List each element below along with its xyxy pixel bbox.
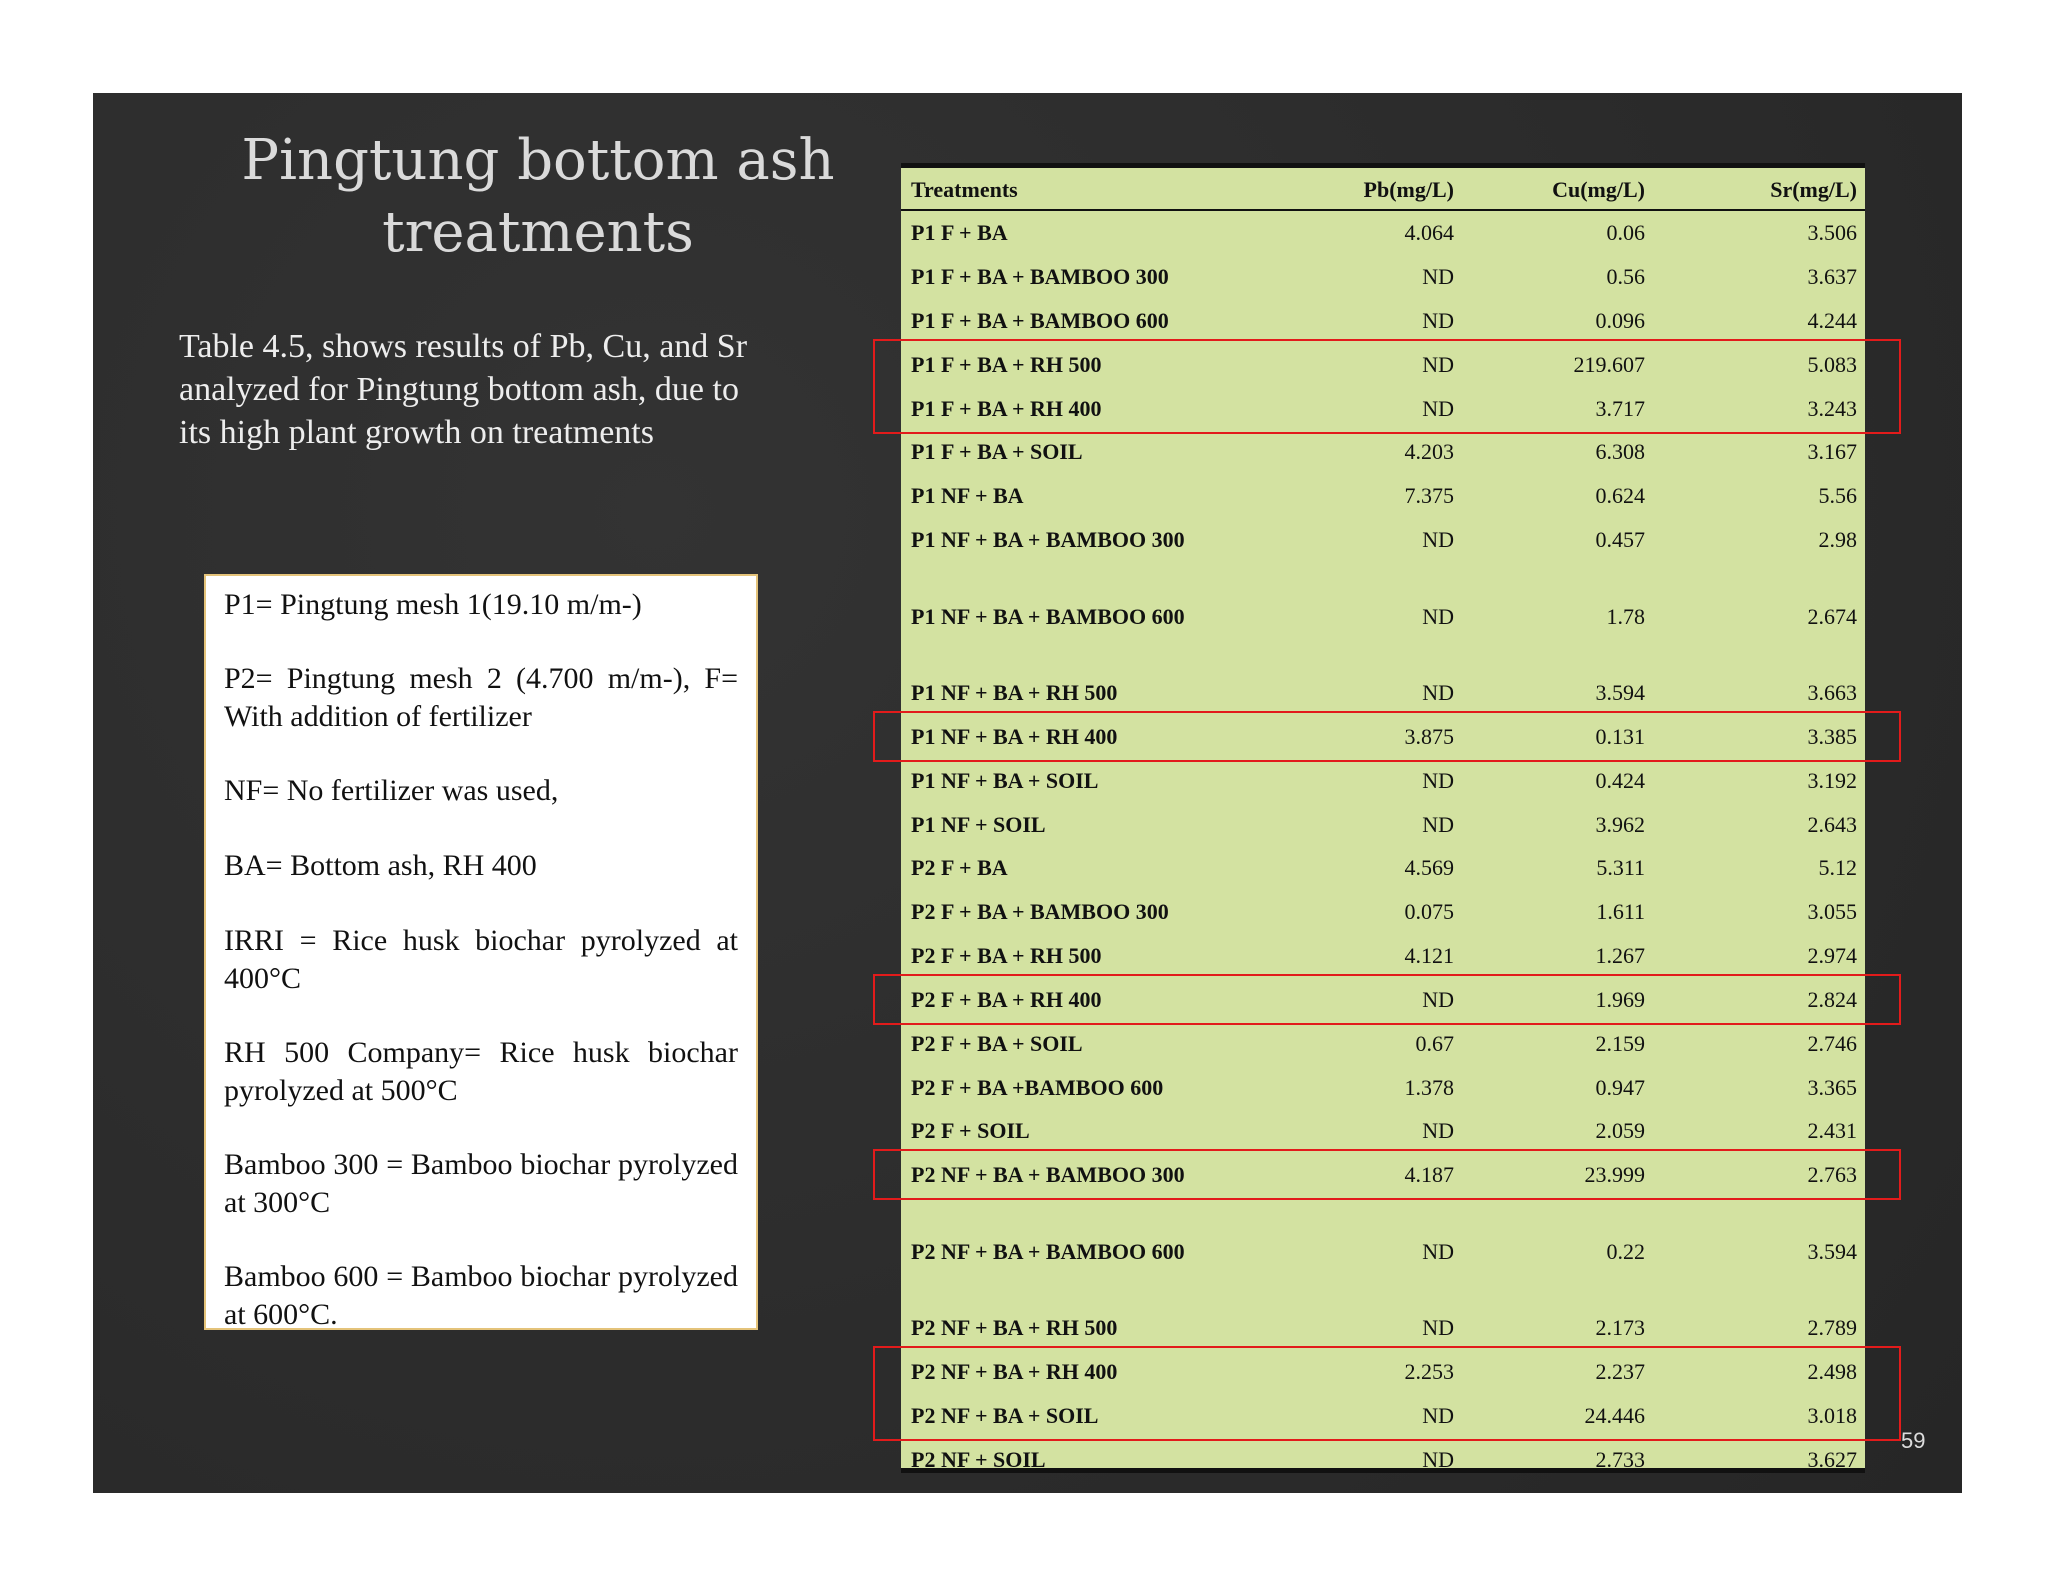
- table-row: [901, 430, 1865, 473]
- cell-cu: 1.267: [1595, 943, 1645, 968]
- cell-cu: 23.999: [1584, 1162, 1645, 1187]
- cell-pb: ND: [1422, 264, 1454, 289]
- cell-cu: 2.173: [1595, 1315, 1645, 1340]
- cell-treatment: P1 NF + BA + RH 400: [911, 724, 1118, 749]
- cell-treatment: P1 NF + BA + BAMBOO 600: [911, 604, 1185, 629]
- table-row: [901, 803, 1865, 846]
- cell-pb: ND: [1422, 352, 1454, 377]
- cell-sr: 5.56: [1818, 483, 1857, 508]
- cell-sr: 2.98: [1818, 527, 1857, 552]
- cell-treatment: P2 NF + BA + BAMBOO 600: [911, 1239, 1185, 1264]
- cell-cu: 0.096: [1595, 308, 1645, 333]
- cell-pb: ND: [1422, 768, 1454, 793]
- highlight-box: [873, 974, 1901, 1025]
- cell-pb: 7.375: [1404, 483, 1454, 508]
- table-row: [901, 671, 1865, 714]
- cell-treatment: P2 NF + BA + SOIL: [911, 1403, 1099, 1428]
- cell-cu: 24.446: [1584, 1403, 1645, 1428]
- cell-pb: ND: [1422, 604, 1454, 629]
- cell-sr: 2.674: [1807, 604, 1857, 629]
- cell-cu: 0.22: [1606, 1239, 1645, 1264]
- table-row: [901, 518, 1865, 561]
- cell-cu: 0.424: [1595, 768, 1645, 793]
- cell-cu: 2.059: [1595, 1118, 1645, 1143]
- cell-pb: ND: [1422, 396, 1454, 421]
- legend-item: Bamboo 600 = Bamboo biochar pyrolyzed at 600°C.: [224, 1260, 738, 1331]
- cell-pb: 4.121: [1404, 943, 1454, 968]
- table-row: [901, 1306, 1865, 1349]
- highlight-box: [873, 1346, 1901, 1441]
- cell-cu: 1.969: [1595, 987, 1645, 1012]
- table-row: [901, 1066, 1865, 1109]
- header-treatments: Treatments: [911, 177, 1018, 202]
- legend-item: IRRI = Rice husk biochar pyrolyzed at 400°C: [224, 924, 738, 995]
- cell-treatment: P1 NF + BA: [911, 483, 1024, 508]
- cell-treatment: P1 F + BA + BAMBOO 600: [911, 308, 1169, 333]
- cell-sr: 3.243: [1807, 396, 1857, 421]
- cell-sr: 2.824: [1807, 987, 1857, 1012]
- cell-treatment: P2 F + BA: [911, 855, 1008, 880]
- cell-cu: 2.237: [1595, 1359, 1645, 1384]
- cell-treatment: P1 NF + BA + RH 500: [911, 680, 1118, 705]
- header-pb: Pb(mg/L): [1363, 177, 1454, 202]
- cell-sr: 2.763: [1807, 1162, 1857, 1187]
- table-row: [901, 934, 1865, 977]
- cell-cu: 0.56: [1606, 264, 1645, 289]
- table-row: [901, 255, 1865, 298]
- cell-treatment: P2 F + BA + RH 500: [911, 943, 1102, 968]
- cell-pb: ND: [1422, 308, 1454, 333]
- cell-pb: ND: [1422, 1403, 1454, 1428]
- table-row: [901, 595, 1865, 638]
- abbreviation-legend: [204, 574, 758, 1330]
- cell-treatment: P2 F + SOIL: [911, 1118, 1030, 1143]
- table-row: [901, 211, 1865, 254]
- cell-pb: 0.075: [1404, 899, 1454, 924]
- cell-treatment: P2 F + BA + RH 400: [911, 987, 1102, 1012]
- cell-treatment: P1 F + BA + RH 400: [911, 396, 1102, 421]
- cell-pb: 1.378: [1404, 1075, 1454, 1100]
- table-row: [901, 759, 1865, 802]
- intro-text: Table 4.5, shows results of Pb, Cu, and Sr analyzed for Pingtung bottom ash, due to its high plant growth on treatments: [179, 328, 748, 451]
- table-row: [901, 1022, 1865, 1065]
- cell-cu: 0.947: [1595, 1075, 1645, 1100]
- cell-sr: 3.627: [1807, 1447, 1857, 1472]
- cell-cu: 3.717: [1595, 396, 1645, 421]
- cell-cu: 219.607: [1573, 352, 1645, 377]
- legend-item: Bamboo 300 = Bamboo biochar pyrolyzed at 300°C: [224, 1148, 738, 1219]
- cell-pb: 3.875: [1404, 724, 1454, 749]
- table-row: [901, 890, 1865, 933]
- legend-item: BA= Bottom ash, RH 400: [224, 849, 537, 882]
- cell-treatment: P2 NF + SOIL: [911, 1447, 1046, 1472]
- cell-sr: 3.167: [1807, 439, 1857, 464]
- page-number: 59: [1901, 1428, 1926, 1453]
- table-row: [901, 299, 1865, 342]
- cell-pb: ND: [1422, 1447, 1454, 1472]
- cell-sr: 3.594: [1807, 1239, 1857, 1264]
- cell-sr: 5.083: [1807, 352, 1857, 377]
- cell-sr: 3.018: [1807, 1403, 1857, 1428]
- cell-cu: 6.308: [1595, 439, 1645, 464]
- cell-treatment: P1 NF + BA + BAMBOO 300: [911, 527, 1185, 552]
- cell-sr: 3.365: [1807, 1075, 1857, 1100]
- cell-cu: 0.457: [1595, 527, 1645, 552]
- cell-sr: 3.385: [1807, 724, 1857, 749]
- cell-pb: ND: [1422, 812, 1454, 837]
- cell-pb: ND: [1422, 680, 1454, 705]
- cell-treatment: P2 F + BA + BAMBOO 300: [911, 899, 1169, 924]
- cell-sr: 5.12: [1818, 855, 1857, 880]
- table-row: [901, 1109, 1865, 1152]
- cell-pb: 2.253: [1404, 1359, 1454, 1384]
- cell-pb: 0.67: [1415, 1031, 1454, 1056]
- cell-treatment: P1 F + BA + BAMBOO 300: [911, 264, 1169, 289]
- highlight-box: [873, 1149, 1901, 1200]
- cell-cu: 5.311: [1596, 855, 1645, 880]
- cell-treatment: P1 F + BA + SOIL: [911, 439, 1083, 464]
- highlight-box: [873, 711, 1901, 762]
- cell-treatment: P2 NF + BA + BAMBOO 300: [911, 1162, 1185, 1187]
- legend-item: P2= Pingtung mesh 2 (4.700 m/m-), F= With addition of fertilizer: [224, 662, 738, 733]
- table-row: [901, 1438, 1865, 1481]
- cell-sr: 3.055: [1807, 899, 1857, 924]
- cell-sr: 3.663: [1807, 680, 1857, 705]
- cell-treatment: P1 F + BA + RH 500: [911, 352, 1102, 377]
- cell-pb: ND: [1422, 1118, 1454, 1143]
- cell-pb: 4.569: [1404, 855, 1454, 880]
- cell-sr: 2.431: [1807, 1118, 1857, 1143]
- table-header-row: [901, 168, 1865, 211]
- cell-sr: 3.192: [1807, 768, 1857, 793]
- cell-cu: 3.594: [1595, 680, 1645, 705]
- slide: [93, 93, 1962, 1493]
- cell-treatment: P2 NF + BA + RH 500: [911, 1315, 1118, 1340]
- cell-cu: 0.624: [1595, 483, 1645, 508]
- cell-pb: ND: [1422, 987, 1454, 1012]
- cell-sr: 2.746: [1807, 1031, 1857, 1056]
- cell-treatment: P2 F + BA + SOIL: [911, 1031, 1083, 1056]
- cell-sr: 2.789: [1807, 1315, 1857, 1340]
- cell-cu: 2.159: [1595, 1031, 1645, 1056]
- table-row: [901, 1230, 1865, 1273]
- cell-treatment: P2 NF + BA + RH 400: [911, 1359, 1118, 1384]
- legend-item: NF= No fertilizer was used,: [224, 774, 559, 807]
- cell-pb: 4.203: [1404, 439, 1454, 464]
- cell-sr: 4.244: [1807, 308, 1857, 333]
- table-row: [901, 846, 1865, 889]
- cell-pb: ND: [1422, 1239, 1454, 1264]
- cell-sr: 2.974: [1807, 943, 1857, 968]
- cell-sr: 3.637: [1807, 264, 1857, 289]
- table-row: [901, 474, 1865, 517]
- cell-cu: 1.611: [1596, 899, 1645, 924]
- cell-cu: 2.733: [1595, 1447, 1645, 1472]
- cell-pb: ND: [1422, 527, 1454, 552]
- cell-cu: 1.78: [1606, 604, 1645, 629]
- highlight-box: [873, 339, 1901, 434]
- cell-treatment: P2 F + BA +BAMBOO 600: [911, 1075, 1164, 1100]
- cell-pb: ND: [1422, 1315, 1454, 1340]
- cell-treatment: P1 NF + SOIL: [911, 812, 1046, 837]
- cell-treatment: P1 F + BA: [911, 220, 1008, 245]
- cell-sr: 3.506: [1807, 220, 1857, 245]
- cell-sr: 2.498: [1807, 1359, 1857, 1384]
- cell-cu: 0.06: [1606, 220, 1645, 245]
- legend-item: RH 500 Company= Rice husk biochar pyrolyzed at 500°C: [224, 1036, 738, 1107]
- header-cu: Cu(mg/L): [1552, 177, 1645, 202]
- cell-pb: 4.187: [1404, 1162, 1454, 1187]
- cell-cu: 3.962: [1595, 812, 1645, 837]
- cell-cu: 0.131: [1595, 724, 1645, 749]
- header-sr: Sr(mg/L): [1770, 177, 1857, 202]
- cell-treatment: P1 NF + BA + SOIL: [911, 768, 1099, 793]
- legend-item: P1= Pingtung mesh 1(19.10 m/m-): [224, 588, 642, 621]
- cell-pb: 4.064: [1404, 220, 1454, 245]
- slide-title: Pingtung bottom ash treatments: [241, 128, 835, 265]
- cell-sr: 2.643: [1807, 812, 1857, 837]
